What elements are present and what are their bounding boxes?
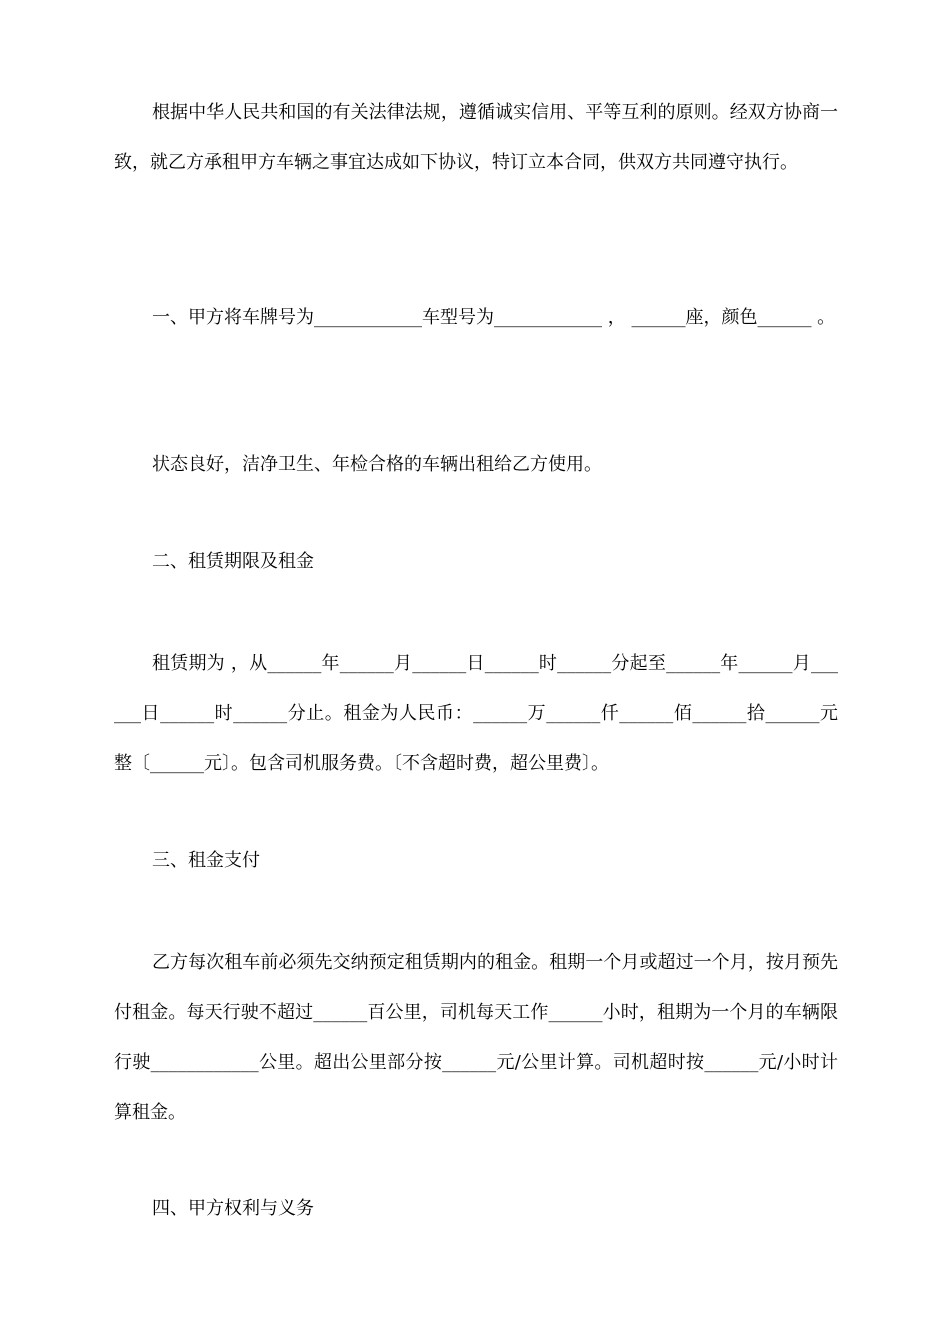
intro-paragraph: 根据中华人民共和国的有关法律法规，遵循诚实信用、平等互利的原则。经双方协商一致，就乙方承租甲方车辆之事宜达成如下协议，特订立本合同，供双方共同遵守执行。 (114, 102, 838, 173)
section-4-heading: 四、甲方权利与义务 (152, 1198, 314, 1219)
vehicle-condition-paragraph: 状态良好，洁净卫生、年检合格的车辆出租给乙方使用。 (152, 454, 602, 475)
clause-1-paragraph: 一、甲方将车牌号为____________车型号为____________ ， ______座，颜色______ 。 (152, 307, 836, 328)
section-3-heading: 三、租金支付 (152, 850, 260, 871)
term-and-rent-paragraph: 租赁期为 ，从______年______月______日______时______分起至______年______月______日______时______分止。租金为人民币：______万______仟______佰______拾______元整〔______元〕。包含司机服务费。〔不含超时费，超公里费〕。 (114, 653, 838, 774)
payment-paragraph: 乙方每次租车前必须先交纳预定租赁期内的租金。租期一个月或超过一个月，按月预先付租金。每天行驶不超过______百公里，司机每天工作______小时，租期为一个月的车辆限行驶____________公里。超出公里部分按______元/公里计算。司机超时按______元/小时计算租金。 (114, 952, 838, 1123)
section-2-heading: 二、租赁期限及租金 (152, 551, 314, 572)
